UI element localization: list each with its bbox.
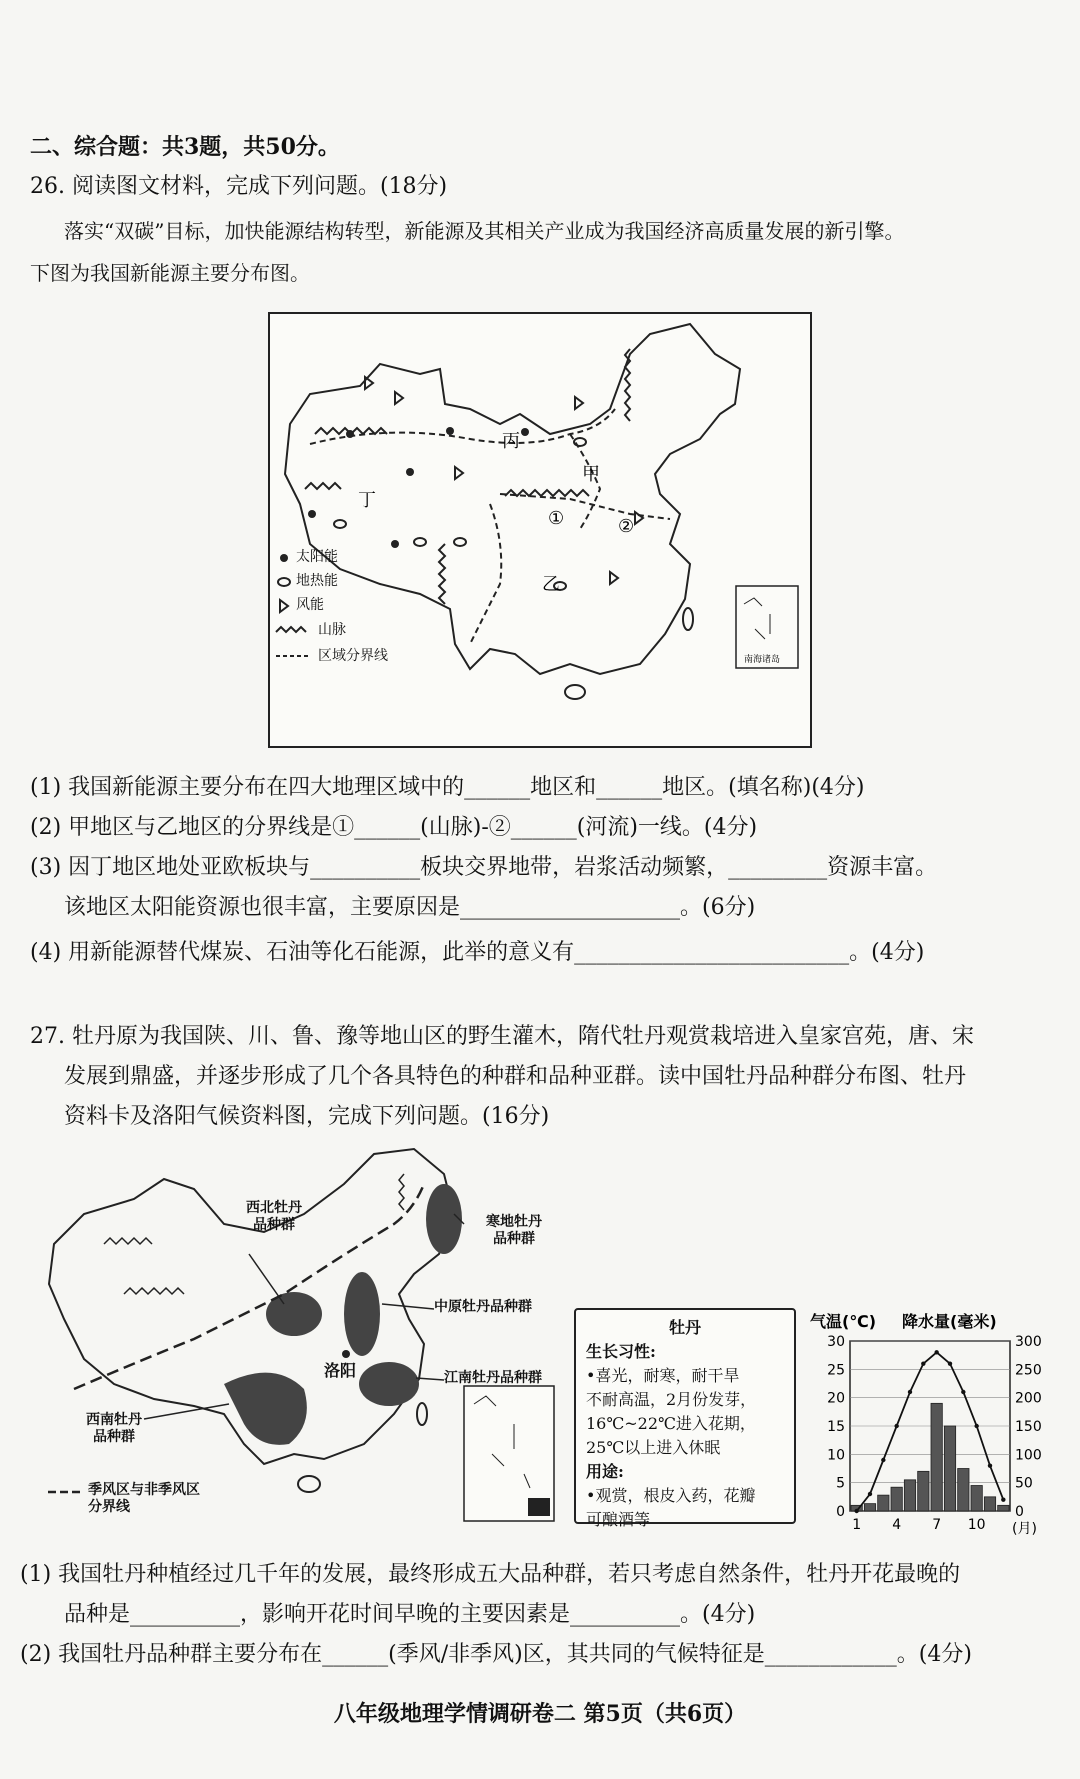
card-line: 不耐高温，2月份发芽，	[586, 1390, 757, 1409]
boundary-north	[310, 409, 615, 444]
wind-icon	[635, 512, 643, 524]
x-tick-label: 1	[852, 1517, 862, 1533]
left-axis-label: 气温(℃)	[810, 1312, 877, 1331]
card-line: 用途:	[586, 1462, 624, 1481]
legend-solar-label: 太阳能	[296, 549, 338, 565]
x-tick-label: 10	[967, 1517, 986, 1533]
section-title: 二、综合题：共3题，共50分。	[30, 134, 340, 160]
q26-intro-line1: 落实“双碳”目标，加快能源结构转型，新能源及其相关产业成为我国经济高质量发展的新引擎。	[64, 219, 905, 243]
precipitation-bar	[864, 1504, 875, 1511]
q26-question-4: (4) 用新能源替代煤炭、石油等化石能源，此举的意义有_________________________。(4分)	[30, 940, 925, 965]
legend-boundary-label: 区域分界线	[318, 648, 388, 664]
wind-icon	[575, 397, 583, 409]
wind-icon	[455, 467, 463, 479]
right-tick-label: 50	[1015, 1475, 1033, 1492]
chart-plot	[827, 1334, 1042, 1535]
precipitation-bar	[958, 1469, 969, 1512]
temperature-point	[894, 1424, 898, 1428]
inset-label: 南海诸岛	[744, 655, 781, 665]
boundary-qinling-huaihe	[500, 494, 670, 519]
peony-map-svg	[44, 1144, 564, 1526]
china-outline	[285, 324, 740, 674]
card-line: 16℃~22℃进入花期，	[586, 1414, 756, 1433]
mountain-range	[104, 1238, 152, 1244]
luoyang-climate-chart	[810, 1305, 1070, 1535]
qinling-mountains	[505, 490, 589, 496]
card-line: •观赏，根皮入药，花瓣	[586, 1486, 756, 1505]
card-line: 生长习性:	[586, 1342, 656, 1361]
x-axis-unit: (月)	[1012, 1521, 1037, 1535]
wind-icon	[365, 377, 373, 389]
region-label-ding: 丁	[358, 490, 376, 511]
precipitation-bar	[984, 1497, 995, 1511]
label-jiangnan-group: 江南牡丹品种群	[444, 1370, 542, 1386]
label-northwest-group: 西北牡丹品种群	[246, 1200, 302, 1233]
x-tick-label: 4	[892, 1517, 902, 1533]
taiwan-island-2	[417, 1403, 427, 1425]
precipitation-bar	[891, 1487, 902, 1511]
temperature-point	[961, 1390, 965, 1394]
right-tick-label: 150	[1015, 1419, 1042, 1435]
precipitation-bar	[878, 1495, 889, 1511]
right-axis-label: 降水量(毫米)	[902, 1312, 997, 1331]
temperature-point	[988, 1463, 992, 1467]
precipitation-bar	[998, 1505, 1009, 1511]
left-tick-label: 15	[827, 1419, 845, 1435]
pointer-northwest	[249, 1254, 284, 1304]
right-tick-label: 0	[1015, 1504, 1024, 1520]
temperature-point	[974, 1424, 978, 1428]
right-tick-label: 100	[1015, 1447, 1042, 1464]
mountain-range	[124, 1288, 184, 1294]
pointer-central	[382, 1304, 434, 1309]
legend-wind-label: 风能	[296, 597, 324, 613]
q27-question-1a: (1) 我国牡丹种植经过几千年的发展，最终形成五大品种群，若只考虑自然条件，牡丹开花最晚的	[20, 1562, 961, 1587]
boundary-qinghai-tibet	[470, 504, 501, 644]
q26-stem: 26. 阅读图文材料，完成下列问题。(18分)	[30, 174, 448, 199]
legend-wind-icon	[280, 600, 288, 612]
mountain-range	[399, 1174, 404, 1210]
marker-2: ②	[618, 516, 635, 537]
temperature-point	[921, 1361, 925, 1365]
new-energy-map	[268, 312, 812, 748]
inset-scale-block	[528, 1498, 550, 1516]
card-line: 可酿酒等	[586, 1510, 651, 1529]
geothermal-icon	[454, 538, 466, 546]
cold-region-peony-region	[426, 1184, 462, 1254]
label-central-group: 中原牡丹品种群	[434, 1299, 532, 1315]
wind-icon	[610, 572, 618, 584]
solar-icon	[391, 540, 399, 548]
central-plains-peony-region	[344, 1272, 380, 1356]
hainan-island	[565, 685, 585, 699]
card-title: 牡丹	[668, 1318, 701, 1337]
q26-intro-line2: 下图为我国新能源主要分布图。	[30, 261, 310, 285]
taiwan-island	[683, 608, 693, 630]
q27-stem-line1: 27. 牡丹原为我国陕、川、鲁、豫等地山区的野生灌木，隋代牡丹观赏栽培进入皇家宫苑，唐、宋	[30, 1024, 974, 1049]
geothermal-icon	[334, 520, 346, 528]
legend-geothermal-icon	[278, 578, 290, 586]
page-footer: 八年级地理学情调研卷二 第5页（共6页）	[333, 1701, 747, 1727]
q26-question-1: (1) 我国新能源主要分布在四大地理区域中的______地区和______地区。(填名称)(4分)	[30, 775, 865, 800]
legend-geothermal-label: 地热能	[296, 573, 338, 589]
label-luoyang: 洛阳	[324, 1361, 357, 1380]
solar-icon	[406, 468, 414, 476]
left-tick-label: 5	[836, 1475, 845, 1492]
card-line: 25℃以上进入休眠	[586, 1438, 721, 1457]
temperature-point	[934, 1350, 938, 1354]
label-southwest-group: 西南牡丹品种群	[86, 1412, 142, 1445]
temperature-point	[908, 1390, 912, 1394]
right-tick-label: 200	[1015, 1390, 1042, 1407]
left-tick-label: 25	[827, 1362, 845, 1379]
precipitation-bar	[918, 1471, 929, 1511]
q26-question-3a: (3) 因丁地区地处亚欧板块与__________板块交界地带，岩浆活动频繁，_________资源丰富。	[30, 855, 938, 880]
wind-icon	[395, 392, 403, 404]
region-label-jia: 甲	[582, 464, 600, 485]
x-tick-label: 7	[932, 1517, 942, 1533]
legend-solar-icon	[280, 554, 288, 562]
right-tick-label: 250	[1015, 1362, 1042, 1379]
solar-icon	[521, 428, 529, 436]
precipitation-bar	[904, 1480, 915, 1511]
precipitation-bar	[944, 1426, 955, 1511]
legend-mountain-icon	[276, 627, 306, 632]
q27-stem-line2: 发展到鼎盛，并逐步形成了几个各具特色的种群和品种亚群。读中国牡丹品种群分布图、牡丹	[64, 1064, 967, 1089]
hengduan-mountains	[439, 544, 445, 604]
precipitation-bar	[971, 1486, 982, 1512]
right-tick-label: 300	[1015, 1334, 1042, 1350]
solar-markers	[308, 427, 529, 548]
label-monsoon-legend: 季风区与非季风区分界线	[88, 1482, 200, 1515]
temperature-point	[948, 1361, 952, 1365]
peony-map	[44, 1144, 564, 1526]
q27-question-2: (2) 我国牡丹品种群主要分布在______(季风/非季风)区，其共同的气候特征是____________。(4分)	[20, 1642, 972, 1667]
marker-1: ①	[548, 508, 565, 529]
hainan-island-2	[298, 1476, 320, 1492]
temperature-point	[868, 1492, 872, 1496]
pointer-jiangnan	[416, 1378, 444, 1380]
region-label-yi: 乙	[542, 574, 560, 595]
left-tick-label: 30	[827, 1334, 845, 1350]
q27-stem-line3: 资料卡及洛阳气候资料图，完成下列问题。(16分)	[64, 1104, 550, 1129]
left-tick-label: 20	[827, 1390, 845, 1407]
jiangnan-peony-region	[359, 1362, 419, 1406]
temperature-point	[881, 1458, 885, 1462]
temperature-point	[1001, 1497, 1005, 1501]
wind-markers	[365, 377, 643, 584]
region-label-bing: 丙	[502, 431, 520, 452]
left-tick-label: 10	[827, 1447, 845, 1464]
climate-chart-svg	[810, 1305, 1070, 1535]
q26-question-3b: 该地区太阳能资源也很丰富，主要原因是____________________。(6分)	[64, 895, 756, 920]
geothermal-icon	[574, 438, 586, 446]
solar-icon	[308, 510, 316, 518]
luoyang-point	[342, 1350, 350, 1358]
solar-icon	[446, 427, 454, 435]
new-energy-map-svg	[270, 314, 810, 746]
solar-icon	[346, 430, 354, 438]
peony-info-card	[574, 1308, 796, 1529]
q26-question-2: (2) 甲地区与乙地区的分界线是①______(山脉)-②______(河流)一线。(4分)	[30, 815, 758, 840]
temperature-point	[854, 1509, 858, 1513]
left-tick-label: 0	[836, 1504, 845, 1520]
legend-mountain-label: 山脉	[318, 622, 346, 638]
precipitation-bar	[931, 1403, 942, 1511]
card-line: •喜光，耐寒，耐干旱	[586, 1366, 740, 1385]
kunlun-mountains	[305, 483, 341, 489]
geothermal-icon	[414, 538, 426, 546]
q27-question-1b: 品种是__________，影响开花时间早晚的主要因素是__________。(4分)	[64, 1602, 756, 1627]
label-cold-group: 寒地牡丹品种群	[486, 1214, 542, 1247]
